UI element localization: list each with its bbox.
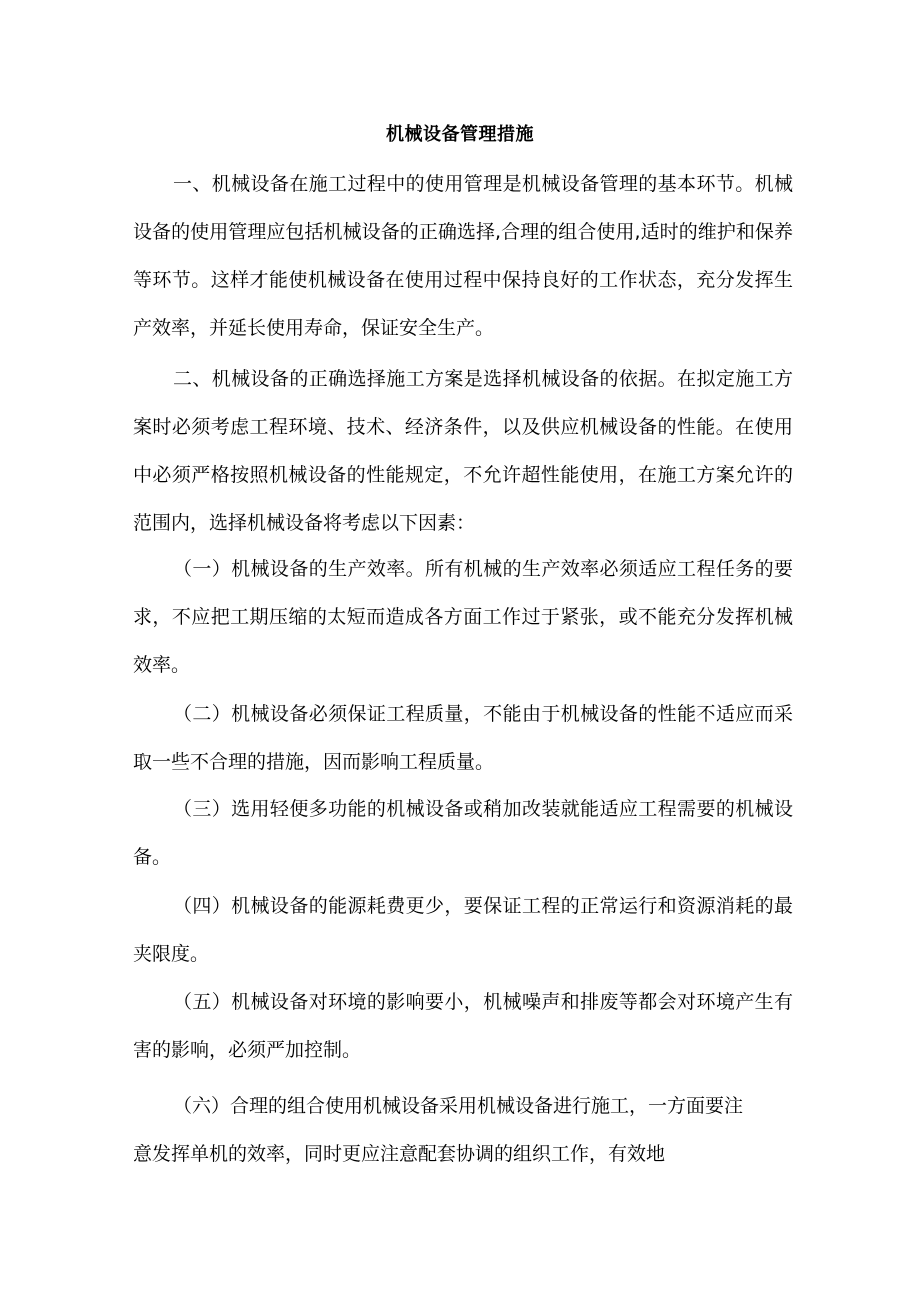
paragraph-usage-management: 一、机械设备在施工过程中的使用管理是机械设备管理的基本环节。机械设备的使用管理应包括机械设备的正确选择,合理的组合使用,适时的维护和保养等环节。这样才能使机械设备在使用过程中保持良好的工作状态，充分发挥生产效率，并延长使用寿命，保证安全生产。 (133, 173, 793, 339)
paragraph-factor-multifunction: （三）选用轻便多功能的机械设备或稍加改装就能适应工程需要的机械设备。 (133, 798, 793, 868)
paragraph-factor-quality: （二）机械设备必须保证工程质量，不能由于机械设备的性能不适应而采取一些不合理的措施，因而影响工程质量。 (133, 703, 793, 773)
document-title: 机械设备管理措施 (386, 124, 534, 145)
paragraph-factor-environment: （五）机械设备对环境的影响要小，机械噪声和排废等都会对环境产生有害的影响，必须严加控制。 (133, 991, 793, 1061)
paragraph-factor-efficiency: （一）机械设备的生产效率。所有机械的生产效率必须适应工程任务的要求，不应把工期压缩的太短而造成各方面工作过于紧张，或不能充分发挥机械效率。 (133, 558, 793, 676)
paragraph-combined-usage: （六）合理的组合使用机械设备采用机械设备进行施工，一方面要注意发挥单机的效率，同时更应注意配套协调的组织工作，有效地 (133, 1095, 744, 1165)
paragraph-equipment-selection: 二、机械设备的正确选择施工方案是选择机械设备的依据。在拟定施工方案时必须考虑工程环境、技术、经济条件，以及供应机械设备的性能。在使用中必须严格按照机械设备的性能规定，不允许超性能使用，在施工方案允许的范围内，选择机械设备将考虑以下因素： (133, 368, 793, 534)
paragraph-factor-energy: （四）机械设备的能源耗费更少，要保证工程的正常运行和资源消耗的最夹限度。 (133, 895, 793, 965)
